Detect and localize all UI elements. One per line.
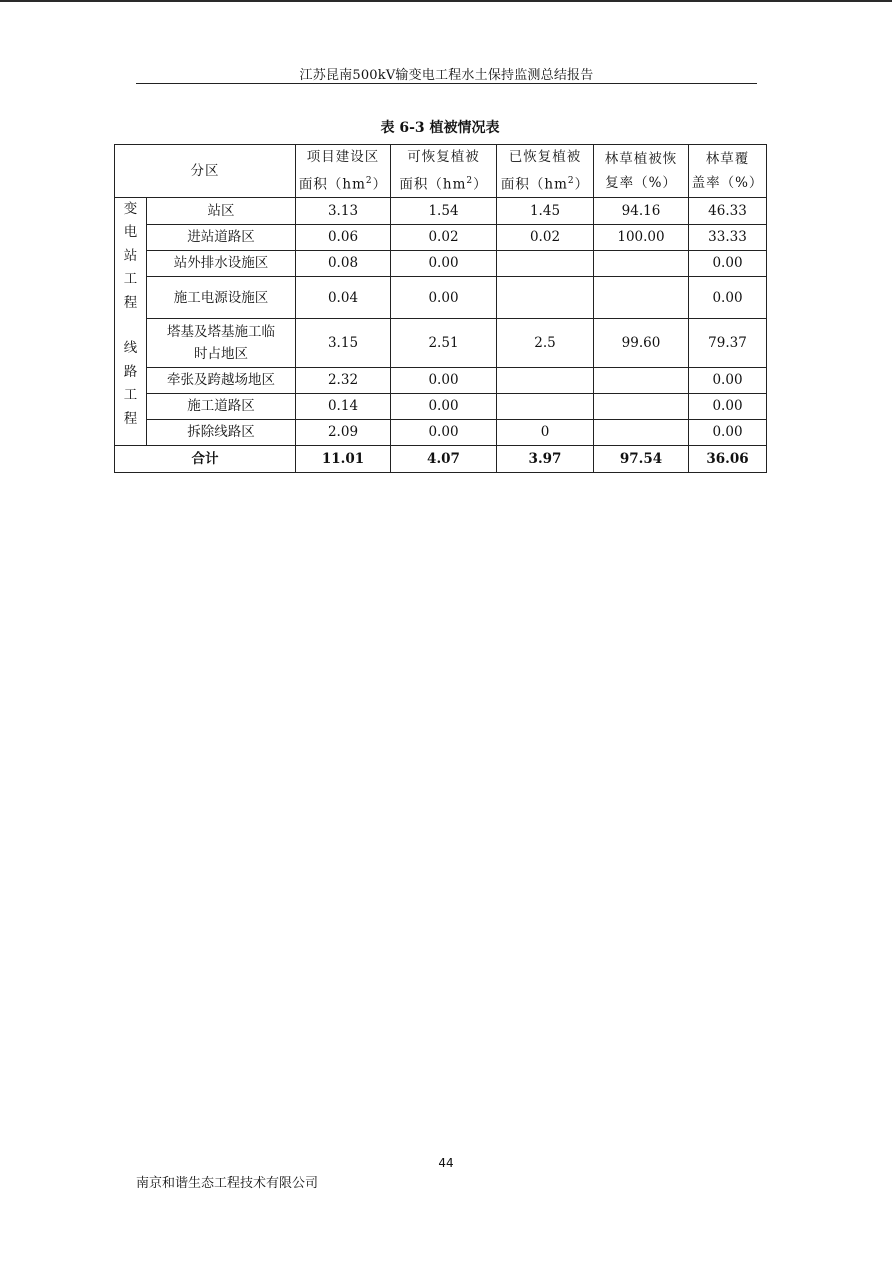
cell-area: 0.04 xyxy=(296,276,391,318)
cell-coverage: 0.00 xyxy=(689,393,767,419)
total-row xyxy=(115,446,767,473)
cell-restorable: 0.00 xyxy=(391,250,497,276)
total-restorable: 4.07 xyxy=(391,446,497,473)
cell-restorable: 0.02 xyxy=(391,224,497,250)
cell-zone: 施工道路区 xyxy=(147,393,296,419)
cell-restored xyxy=(497,250,594,276)
cell-area: 0.08 xyxy=(296,250,391,276)
header-coverage-line1: 林草覆 xyxy=(705,150,750,167)
cell-restored: 2.5 xyxy=(497,319,594,367)
cell-restored: 0 xyxy=(497,419,594,445)
header-restored-line1: 已恢复植被 xyxy=(508,149,582,165)
footer-company: 南京和谐生态工程技术有限公司 xyxy=(136,1176,319,1191)
table-row xyxy=(115,393,767,419)
table-title: 表 6-3 植被情况表 xyxy=(380,120,500,136)
cell-restored: 1.45 xyxy=(497,197,594,224)
cell-restored xyxy=(497,276,594,318)
cell-area: 2.32 xyxy=(296,367,391,393)
cell-area: 3.15 xyxy=(296,319,391,367)
page-number: 44 xyxy=(438,1156,454,1170)
cell-area: 0.14 xyxy=(296,393,391,419)
cell-recovery-rate xyxy=(594,419,689,445)
table-row xyxy=(115,197,767,224)
header-coverage-line2: 盖率（%） xyxy=(691,174,764,191)
header-area-line1: 项目建设区 xyxy=(306,149,380,165)
header-restorable-line1: 可恢复植被 xyxy=(407,149,480,165)
cell-recovery-rate xyxy=(594,393,689,419)
header-restored xyxy=(497,145,594,198)
cell-zone: 站外排水设施区 xyxy=(147,250,296,276)
cell-recovery-rate xyxy=(594,276,689,318)
cell-area: 2.09 xyxy=(296,419,391,445)
cell-coverage: 46.33 xyxy=(689,197,767,224)
table-row xyxy=(115,319,767,367)
cell-recovery-rate: 94.16 xyxy=(594,197,689,224)
cell-zone xyxy=(147,319,296,367)
cell-recovery-rate xyxy=(594,250,689,276)
header-restorable-line2: 面积$(hm^2)$ xyxy=(399,176,488,193)
cell-coverage: 0.00 xyxy=(689,367,767,393)
cell-area: 3.13 xyxy=(296,197,391,224)
total-label: 合计 xyxy=(115,446,296,473)
header-zone: 分区 xyxy=(115,145,296,198)
cell-restorable: 0.00 xyxy=(391,276,497,318)
cell-coverage: 0.00 xyxy=(689,276,767,318)
cell-restored: 0.02 xyxy=(497,224,594,250)
total-restored: 3.97 xyxy=(497,446,594,473)
header-restorable xyxy=(391,145,497,198)
cell-restorable: 0.00 xyxy=(391,367,497,393)
header-area-line2: 面积$(hm^2)$ xyxy=(298,176,388,193)
table-row xyxy=(115,224,767,250)
table-row xyxy=(115,367,767,393)
cell-zone-line1: 塔基及塔基施工临 xyxy=(167,323,275,340)
group-labels xyxy=(115,197,147,446)
cell-restorable: 1.54 xyxy=(391,197,497,224)
total-coverage: 36.06 xyxy=(689,446,767,473)
cell-recovery-rate: 100.00 xyxy=(594,224,689,250)
cell-zone: 牵张及跨越场地区 xyxy=(147,367,296,393)
cell-area: 0.06 xyxy=(296,224,391,250)
header-rule xyxy=(136,83,757,84)
cell-coverage: 0.00 xyxy=(689,419,767,445)
group-label-line: 线 路 工 程 xyxy=(123,340,138,427)
cell-recovery-rate: 99.60 xyxy=(594,319,689,367)
cell-restored xyxy=(497,393,594,419)
table-row xyxy=(115,419,767,445)
header-recovery-rate xyxy=(594,145,689,198)
cell-zone: 施工电源设施区 xyxy=(147,276,296,318)
header-coverage xyxy=(689,145,767,198)
page-top-border xyxy=(0,0,892,2)
header-recovery-rate-line1: 林草植被恢 xyxy=(604,150,678,167)
table-row xyxy=(115,276,767,318)
header-restored-line2: 面积$(hm^2)$ xyxy=(500,176,590,193)
total-area: 11.01 xyxy=(296,446,391,473)
total-recovery-rate: 97.54 xyxy=(594,446,689,473)
cell-zone: 站区 xyxy=(147,197,296,224)
cell-zone-line2: 时占地区 xyxy=(194,345,248,362)
cell-coverage: 33.33 xyxy=(689,224,767,250)
cell-restorable: 0.00 xyxy=(391,393,497,419)
cell-coverage: 79.37 xyxy=(689,319,767,367)
cell-restored xyxy=(497,367,594,393)
cell-coverage: 0.00 xyxy=(689,250,767,276)
vegetation-table xyxy=(114,144,767,473)
header-area xyxy=(296,145,391,198)
group-label-substation: 变 电 站 工 程 xyxy=(123,200,138,311)
cell-zone: 进站道路区 xyxy=(147,224,296,250)
running-header: 江苏昆南500kV输变电工程水土保持监测总结报告 xyxy=(299,68,594,83)
header-recovery-rate-line2: 复率（%） xyxy=(605,174,677,191)
cell-zone: 拆除线路区 xyxy=(147,419,296,445)
cell-restorable: 0.00 xyxy=(391,419,497,445)
table-row xyxy=(115,250,767,276)
cell-recovery-rate xyxy=(594,367,689,393)
cell-restorable: 2.51 xyxy=(391,319,497,367)
table-header-row xyxy=(115,145,767,198)
